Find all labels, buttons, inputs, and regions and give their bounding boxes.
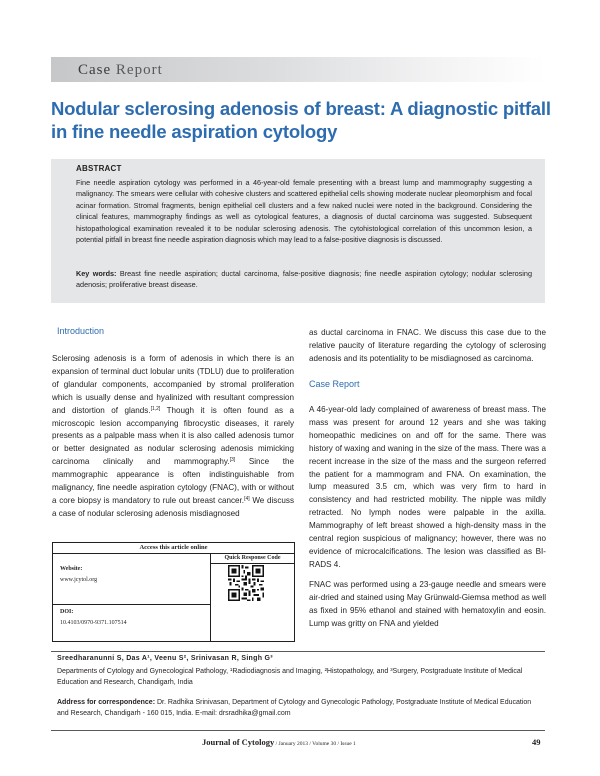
case-paragraph-2: FNAC was performed using a 23-gauge needle and smears were air-dried and stained using May Grünwald-Giemsa method as well as fixed in 95% ethanol and stained with hematoxylin and eosin. Lump was gritty on FNA and yielded [309,579,546,628]
intro-column [52,353,294,528]
correspondence-text: Dr. Radhika Srinivasan, Department of Cytology and Gynecologic Pathology, Postgraduate Institute of Medical Education and Research, Chandigarh - 160 015, India. E-mail: drsradhika@gmail.com [57,699,532,717]
journal-footer [202,737,356,747]
case-report-column [309,404,546,637]
abstract-heading: ABSTRACT [76,164,122,173]
divider [53,604,210,605]
abstract-text: Fine needle aspiration cytology was performed in a 46-year-old female presenting with a breast lump and mammography suggesting a malignancy. The smears were cellular with cohesive clusters and scattered epithelial cells showing moderate nuclear pleomorphism and focal acinar formation. Stromal fragments, benign epithelial cell clusters and a few naked nuclei were noted in the background. Considering the clinical features, mammography findings as well as cytological features, a diagnosis of ductal carcinoma was suggested. Subsequent histopathological examination revealed it to be nodular sclerosing adenosis. The cytohistological correlation of this uncommon lesion, a potential pitfall in breast fine needle aspiration diagnosis which may lead to a false-positive diagnosis is discussed. [76,178,532,245]
correspondence [57,697,543,719]
correspondence-label: Address for correspondence: [57,699,156,706]
footer-divider [51,730,545,731]
access-info [53,554,211,641]
article-title: Nodular sclerosing adenosis of breast: A diagnostic pitfall in fine needle aspiration cytology [51,98,551,142]
website-label: Website: [60,566,83,572]
journal-name: Journal of Cytology [202,737,275,747]
keywords-label: Key words: [76,269,117,278]
intro-continuation: as ductal carcinoma in FNAC. We discuss this case due to the relative paucity of literature regarding the cytology of sclerosing adenosis and its potentiality to be misdiagnosed as carcinoma. [309,328,546,363]
journal-issue: / January 2013 / Volume 30 / Issue 1 [274,741,356,747]
keywords [76,268,532,291]
website-link[interactable]: www.jcytol.org [60,577,98,583]
doi-value[interactable]: 10.4103/0970-9371.107514 [60,620,127,626]
author-list: Sreedharanunni S, Das A¹, Veenu S², Srinivasan R, Singh G³ [57,655,273,662]
keywords-text: Breast fine needle aspiration; ductal carcinoma, false-positive diagnosis; fine needle aspiration cytology; nodular sclerosing adenosis; proliferative breast disease. [76,269,532,290]
right-column-top [309,327,546,373]
qr-code-icon[interactable] [228,565,264,601]
case-paragraph-1: A 46-year-old lady complained of awareness of breast mass. The mass was present for around 12 years and she was taking homeopathic medicines on and off for the same. There was history of waxing and waning in the size of the mass. There was a recent increase in the size of the mass and the surgeon referred the patient for a mammogram and FNA. On examination, the lump measured 3.5 cm, which was very firm to hard in consistency and had restricted mobility. The nipple was mildly retracted. No lymph nodes were palpable in the axilla. Mammography of left breast showed a high-density mass in the central region suspicious of malignancy; however, there was no evidence of microcalcifications. The lesion was classified as BI-RADS 4. [309,405,546,569]
doi-label: DOI: [60,609,74,615]
access-header: Access this article online [53,543,294,554]
intro-paragraph: Sclerosing adenosis is a form of adenosis in which there is an expansion of terminal duct lobular units (TDLU) due to proliferation of glandular components, accompanied by stromal proliferation which is usually dense and hyalinized with resultant compression and distortion of glands.[1,2] Though it is often found as a microscopic lesion accompanying fibrocystic diseases, it rarely presents as a palpable mass when it is also called adenosis tumor or better designated as nodular sclerosing adenosis mimicking carcinoma clinically and mammography.[3] Since the mammographic appearance is often indistinguishable from malignancy, fine needle aspiration cytology (FNAC), with or without a core biopsy is mandatory to rule out breast cancer.[4] We discuss a case of nodular sclerosing adenosis misdiagnosed [52,354,295,518]
case-report-heading: Case Report [309,379,360,389]
affiliations: Departments of Cytology and Gynecological Pathology, ¹Radiodiagnosis and Imaging, ²Histopathology, and ³Surgery, Postgraduate Institute of Medical Education and Research, Chandigarh, India [57,668,523,686]
section-label: Case Report [78,62,163,78]
qr-label: Quick Response Code [211,554,294,564]
page-number: 49 [532,737,541,747]
authors-divider [51,651,545,652]
intro-heading: Introduction [57,326,105,336]
